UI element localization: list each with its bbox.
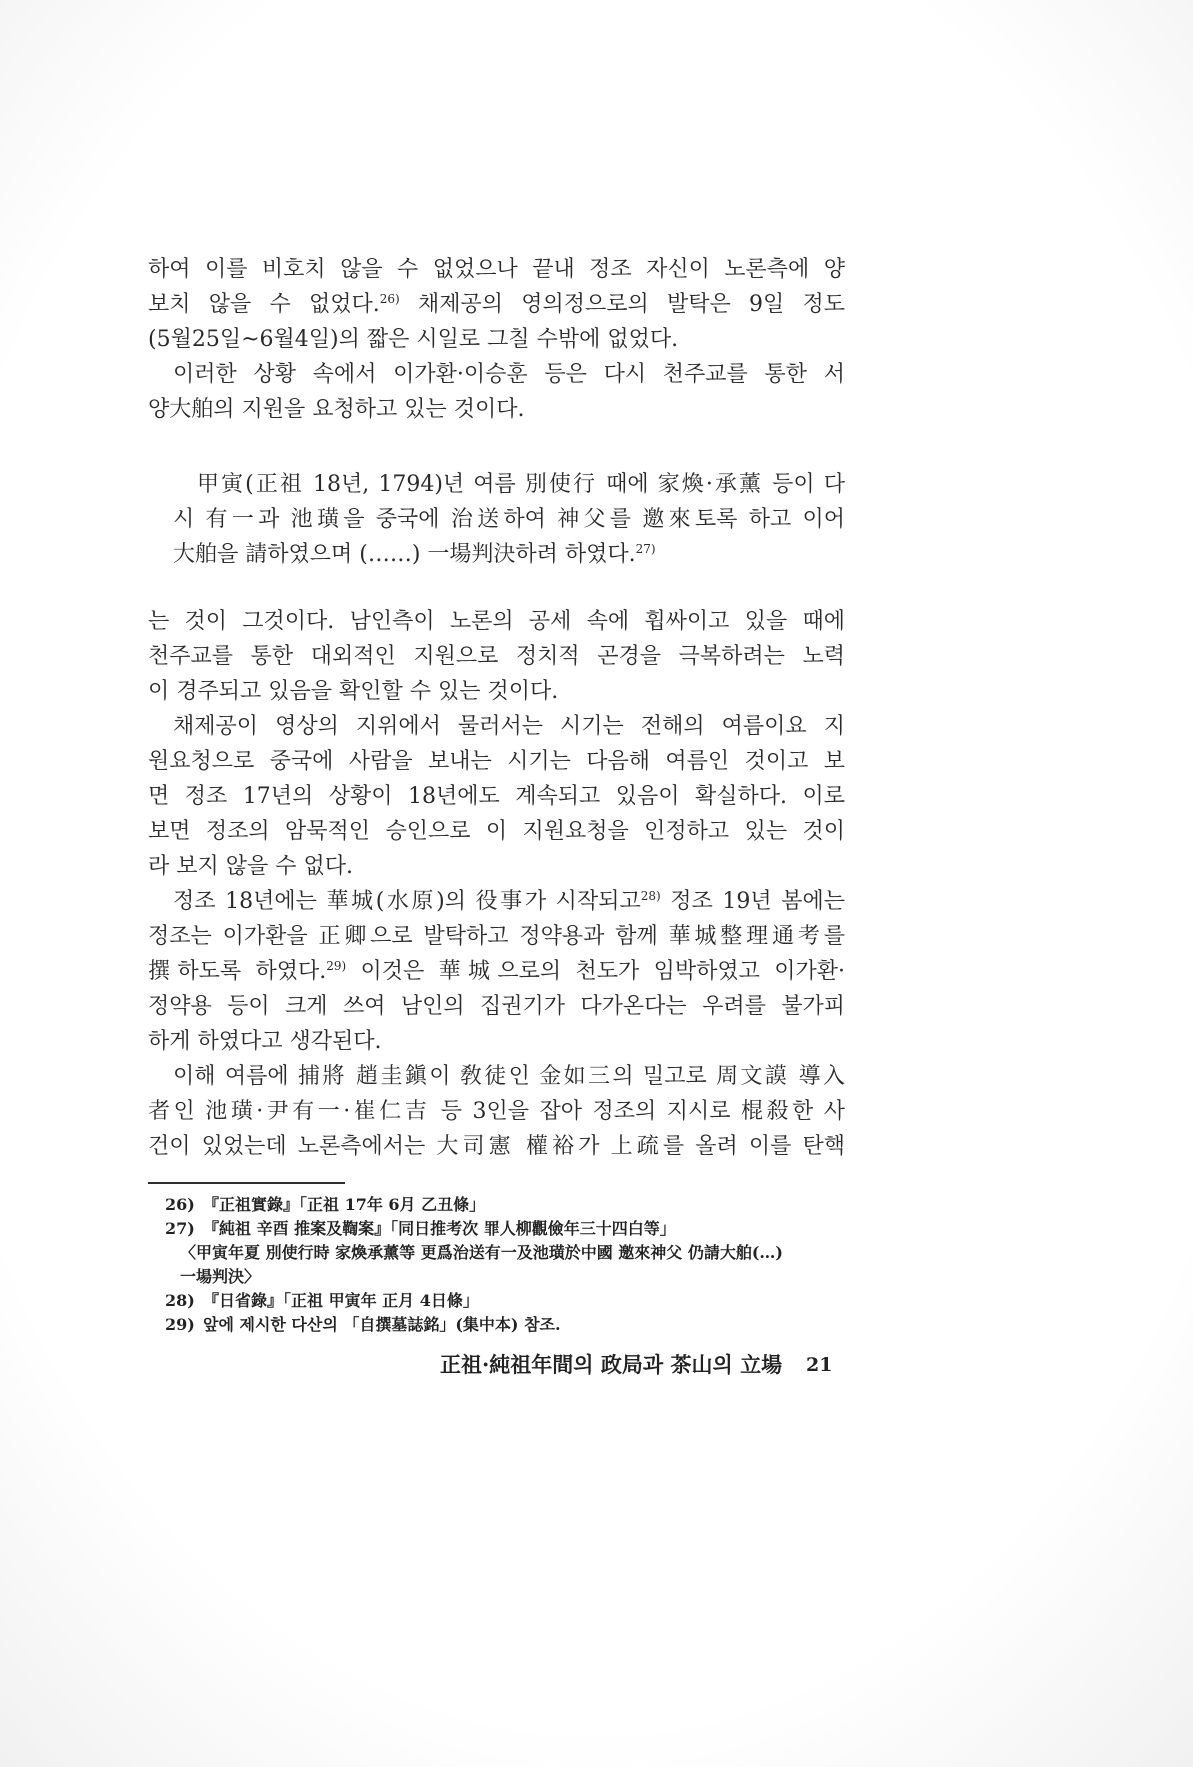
block-quote: [173, 467, 845, 572]
footnote-ref: 28): [640, 889, 661, 903]
footnote-text: 『正祖實錄』「正祖 17年 6月 乙丑條」: [203, 1195, 486, 1214]
body-line: 채제공이 영상의 지위에서 물러서는 시기는 전해의 여름이요 지: [173, 714, 845, 739]
body-line: [148, 287, 845, 322]
body-line: 면 정조 17년의 상황이 18년에도 계속되고 있음이 확실하다. 이로: [148, 784, 845, 809]
text-segment: 보치 않을 수 없었다.: [148, 292, 380, 317]
footnote-text: 『純祖 辛酉 推案及鞫案』「同日推考次 罪人柳觀儉年三十四白等」: [203, 1219, 676, 1238]
body-line: 者인 池璜·尹有一·崔仁吉 등 3인을 잡아 정조의 지시로 棍殺한 사: [148, 1099, 845, 1124]
footnote-continuation: 一場判決〉: [180, 1267, 261, 1286]
quote-line: 甲寅(正祖 18년, 1794)년 여름 別使行 때에 家煥·承薰 등이 다: [197, 472, 845, 497]
footnote-text: 『日省錄』「正祖 甲寅年 正月 4日條」: [203, 1291, 479, 1310]
footnote-number: 28): [165, 1291, 195, 1310]
text-segment: 채제공의 영의정으로의 발탁은 9일 정도: [399, 292, 845, 317]
text-segment: 大舶을 請하였으며 (……) 一場判決하려 하였다.: [173, 542, 636, 567]
footnote: [165, 1289, 845, 1313]
footnote: [165, 1193, 845, 1217]
footnotes: [165, 1193, 845, 1337]
body-line: 정조는 이가환을 正卿으로 발탁하고 정약용과 함께 華城整理通考를: [148, 924, 845, 949]
body-line: 이 경주되고 있음을 확인할 수 있는 것이다.: [148, 679, 559, 704]
body-line: 하여 이를 비호치 않을 수 없었으나 끝내 정조 자신이 노론측에 양: [148, 257, 845, 282]
body-paragraph-top: [148, 252, 845, 427]
body-line: 정약용 등이 크게 쓰여 남인의 집권기가 다가온다는 우려를 불가피: [148, 994, 845, 1019]
footnote-rule: [148, 1182, 345, 1184]
body-line: 보면 정조의 암묵적인 승인으로 이 지원요청을 인정하고 있는 것이: [148, 819, 845, 844]
body-line: (5월25일~6월4일)의 짧은 시일로 그칠 수밖에 없었다.: [148, 327, 679, 352]
body-paragraph-main: [148, 604, 845, 1164]
body-line: [148, 954, 845, 989]
footnote-ref: 29): [326, 959, 347, 973]
page-number: 21: [806, 1354, 833, 1376]
footnote-continuation: 〈甲寅年夏 別使行時 家煥承薰等 更爲治送有一及池璜於中國 邀來神父 仍請大舶(…): [180, 1243, 783, 1262]
body-line: 양大舶의 지원을 요청하고 있는 것이다.: [148, 397, 525, 422]
body-line: 이해 여름에 捕將 趙圭鎭이 敎徒인 金如三의 밀고로 周文謨 導入: [173, 1064, 845, 1089]
body-line: 건이 있었는데 노론측에서는 大司憲 權裕가 上疏를 올려 이를 탄핵: [148, 1134, 845, 1159]
quote-line: [173, 537, 845, 572]
footnote: [165, 1217, 845, 1241]
text-segment: 정조 18년에는 華城(水原)의 役事가 시작되고: [173, 889, 641, 914]
body-line: 는 것이 그것이다. 남인측이 노론의 공세 속에 휩싸이고 있을 때에: [148, 609, 845, 634]
body-line: 하게 하였다고 생각된다.: [148, 1029, 382, 1054]
footnote-number: 29): [165, 1315, 195, 1334]
quote-line: 시 有一과 池璜을 중국에 治送하여 神父를 邀來토록 하고 이어: [173, 507, 845, 532]
footnote: [165, 1313, 845, 1337]
text-segment: 정조 19년 봄에는: [660, 889, 845, 914]
footnote-number: 27): [165, 1219, 195, 1238]
footnote-number: 26): [165, 1195, 195, 1214]
running-title: 正祖·純祖年間의 政局과 茶山의 立場: [440, 1352, 783, 1377]
body-line: [148, 884, 845, 919]
text-segment: 撰하도록 하였다.: [148, 959, 327, 984]
body-line: 천주교를 통한 대외적인 지원으로 정치적 곤경을 극복하려는 노력: [148, 644, 845, 669]
body-line: 라 보지 않을 수 없다.: [148, 854, 353, 879]
body-line: 원요청으로 중국에 사람을 보내는 시기는 다음해 여름인 것이고 보: [148, 749, 845, 774]
footnote-text: 앞에 제시한 다산의 「自撰墓誌銘」(集中本) 참조.: [203, 1315, 561, 1334]
footnote-ref: 26): [379, 292, 400, 306]
footnote-ref: 27): [635, 542, 656, 556]
body-line: 이러한 상황 속에서 이가환·이승훈 등은 다시 천주교를 통한 서: [173, 362, 845, 387]
text-segment: 이것은 華城으로의 천도가 임박하였고 이가환·: [346, 959, 845, 984]
